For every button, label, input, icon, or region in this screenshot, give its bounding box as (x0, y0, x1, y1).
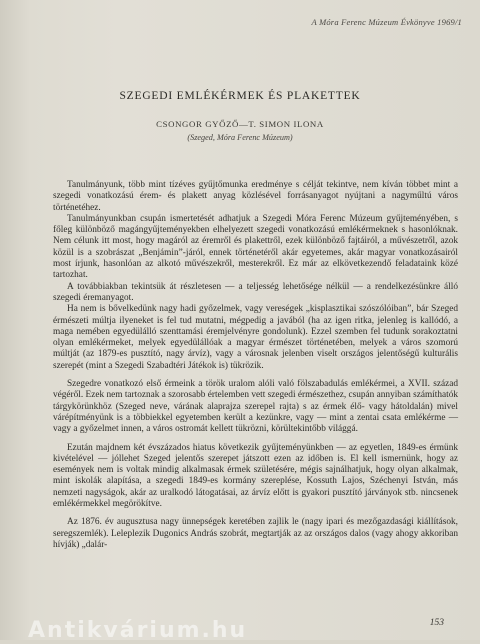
running-header: A Móra Ferenc Múzeum Évkönyve 1969/1 (311, 17, 462, 27)
watermark: Antikvárium.hu (28, 618, 248, 643)
paragraph: Ezután majdnem két évszázados hiatus következik gyűjteményünkben — az egyetlen, 1849-es érmünk kivételével — jóllehet Szeged jelentős szerepet játszott ezen az időben is. El kell ismernünk, hogy az események nem is voltak mindig alkalmasak érmek születésére, mégis sajnálhatjuk, hogy olyan alkalmak, mint iskolák alapítása, a szegedi 1849-es kormány szereplése, Kossuth Lajos, Széchenyi István, más nemzeti nagyságok, akár az uralkodó látogatásai, az árvíz előtt is gyakori pusztító járványok stb. nincsenek emlékérmekkel megörökítve. (53, 442, 458, 510)
author-affiliation: (Szeged, Móra Ferenc Múzeum) (187, 133, 293, 142)
article-body (53, 180, 458, 551)
paragraph: Az 1876. év augusztusa nagy ünnepségek keretében zajlik le (nagy ipari és mezőgazdasági kiállítások, seregszemlék). Leleplezik Dugonics András szobrát, megtartják az az országos dalos (vagy ahogy akkoriban hívják) „dalár- (53, 517, 458, 550)
article-title: SZEGEDI EMLÉKÉRMEK ÉS PLAKETTEK (119, 90, 361, 102)
paragraph: Ha nem is bővelkedünk nagy hadi győzelmek, vagy vereségek „kisplasztikai szószólóiban”, bár Szeged érmészeti múltja ilyeneket is fel tud mutatni, mégpedig a javából (ha az igen ritka, jelenleg is kallódó, a maga nemében egyedülálló szenttamási éremjelvényre gondolunk). Ezzel szemben fel tudunk sorakoztatni olyan emlékérmeket, melyek egyedülállóak a magyar érmészet történetében, melyek a város szomorú múltját (az 1879-es pusztító, nagy árvíz), vagy a városnak jelenben viselt országos jelentőségű kulturális szerepét (mint a Szegedi Szabadtéri Játékok is) tükrözik. (53, 304, 458, 371)
page-number: 153 (429, 618, 444, 628)
paragraph: Tanulmányunk, több mint tízéves gyűjtőmunka eredménye s célját tekintve, nem kíván többet mint a szegedi vonatkozású érem- és plakett anyag közlésével forrásanyagot nyújtani a nagyműltú város történetéhez. (53, 180, 458, 213)
paragraph: Tanulmányunkban csupán ismertetését adhatjuk a Szegedi Móra Ferenc Múzeum gyűjteményében, s főleg különböző magángyűjteményekben elhelyezett szegedi vonatkozású emlékérmeknek s hasonlóknak. Nem célunk itt most, hogy magáról az éremről és plakettről, ezek különböző fajtáiról, a művészetről, azok közül is a szobrászat „Benjámin”-járól, ennek történetéről akár egyetemes, akár magyar vonatkozásairól most írjunk, hasonlóan az alkotó művészekről, mesterekről. Ez már az elkövetkezendő feladataink közé tartozhat. (53, 213, 458, 281)
article-authors: CSONGOR GYŐZŐ—T. SIMON ILONA (156, 119, 324, 129)
paragraph: A továbbiakban tekintsük át részletesen — a teljesség lehetősége nélkül — a rendelkezésünkre álló szegedi éremanyagot. (53, 281, 458, 303)
paragraph: Szegedre vonatkozó első érmeink a török uralom alóli való fölszabadulás emlékérmei, a XVII. század végéről. Ezek nem tartoznak a szorosabb értelemben vett szegedi érmészethez, csupán annyiban számíthatók tárgykörünkhöz (Szeged neve, várának alaprajza szerepel rajta) s az érmek élő- vagy hátoldalán) mivel várépítményünk is a többiekkel egyetemben került a kezünkre, vagy — mint a zentai csata emlékérme — vagy a győzelmet innen, a város ostromát kellett tükrözni, körültekintőbb világgá. (53, 379, 458, 435)
